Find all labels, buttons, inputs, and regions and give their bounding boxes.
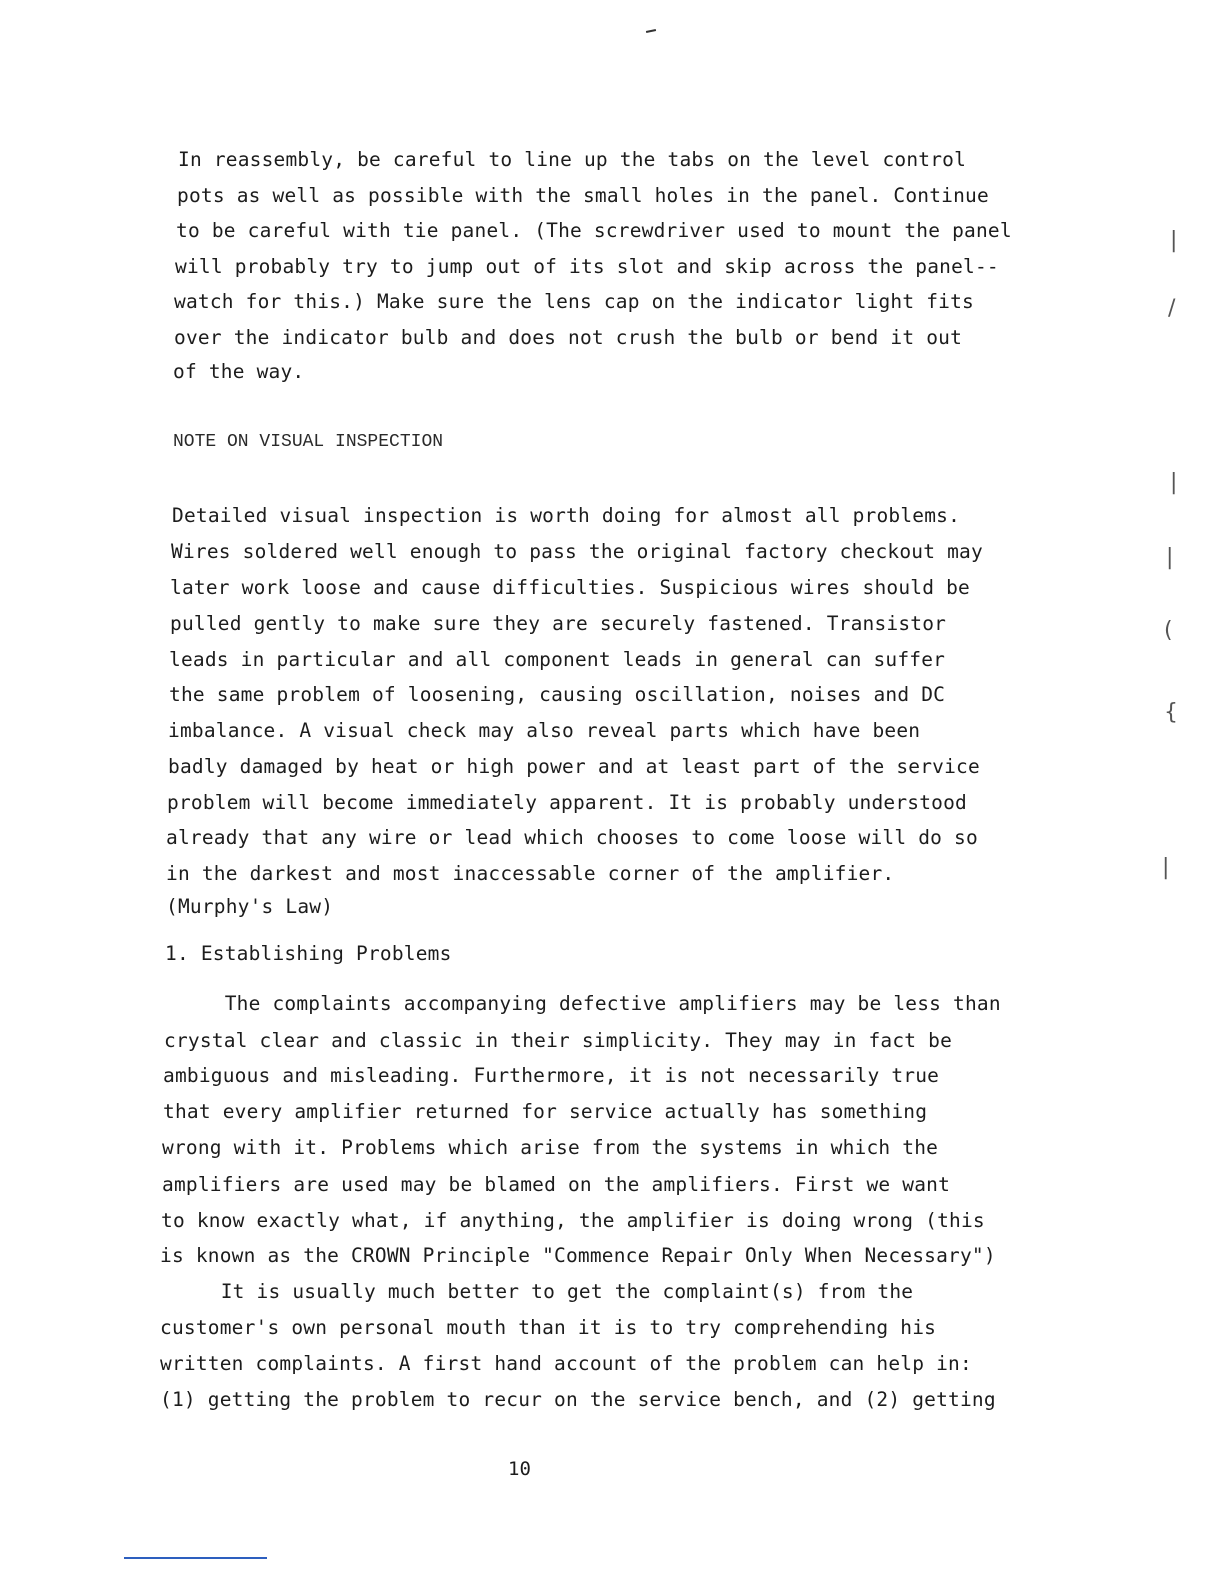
margin-mark: | <box>1170 470 1178 495</box>
complaints-line-4: that every amplifier returned for service actually has something <box>163 1100 928 1123</box>
reassembly-line-6: over the indicator bulb and does not crush the bulb or bend it out <box>174 326 963 349</box>
reassembly-line-1: In reassembly, be careful to line up the tabs on the level control <box>178 148 967 171</box>
reassembly-line-7: of the way. <box>173 360 305 383</box>
customer-line-1: It is usually much better to get the complaint(s) from the <box>161 1280 914 1303</box>
visual-line-1: Detailed visual inspection is worth doing for almost all problems. <box>172 504 961 527</box>
visual-line-10: already that any wire or lead which chooses to come loose will do so <box>166 826 978 849</box>
visual-line-9: problem will become immediately apparent. It is probably understood <box>167 791 967 814</box>
complaints-line-5: wrong with it. Problems which arise from the systems in which the <box>162 1136 939 1159</box>
visual-line-7: imbalance. A visual check may also reveal parts which have been <box>168 719 921 742</box>
margin-mark: { <box>1164 700 1178 725</box>
visual-line-11: in the darkest and most inaccessable corner of the amplifier. <box>166 862 895 885</box>
customer-line-3: written complaints. A first hand account of the problem can help in: <box>160 1352 972 1375</box>
customer-line-2: customer's own personal mouth than it is to try comprehending his <box>160 1316 937 1339</box>
margin-mark: | <box>1166 545 1174 570</box>
complaints-line-3: ambiguous and misleading. Furthermore, it is not necessarily true <box>163 1064 940 1087</box>
margin-scan-marks <box>1150 0 1190 1584</box>
margin-mark: / <box>1168 296 1176 321</box>
visual-inspection-heading: NOTE ON VISUAL INSPECTION <box>173 432 444 452</box>
visual-line-8: badly damaged by heat or high power and at least part of the service <box>168 755 980 778</box>
scan-mark <box>646 29 656 33</box>
customer-line-4: (1) getting the problem to recur on the service bench, and (2) getting <box>160 1388 996 1411</box>
visual-line-3: later work loose and cause difficulties. Suspicious wires should be <box>170 576 970 599</box>
section-heading: 1. Establishing Problems <box>165 942 452 965</box>
visual-line-6: the same problem of loosening, causing oscillation, noises and DC <box>169 683 946 706</box>
complaints-line-1: The complaints accompanying defective amplifiers may be less than <box>165 992 1001 1015</box>
complaints-line-6: amplifiers are used may be blamed on the amplifiers. First we want <box>162 1173 951 1196</box>
visual-line-5: leads in particular and all component leads in general can suffer <box>169 648 946 671</box>
reassembly-line-5: watch for this.) Make sure the lens cap on the indicator light fits <box>174 290 974 313</box>
complaints-line-7: to know exactly what, if anything, the amplifier is doing wrong (this <box>161 1209 985 1232</box>
margin-mark: | <box>1170 228 1178 253</box>
reassembly-line-3: to be careful with tie panel. (The screwdriver used to mount the panel <box>176 219 1012 242</box>
complaints-line-2: crystal clear and classic in their simplicity. They may in fact be <box>164 1029 953 1052</box>
reassembly-line-2: pots as well as possible with the small holes in the panel. Continue <box>177 184 989 207</box>
visual-line-12: (Murphy's Law) <box>166 895 334 918</box>
margin-mark: | <box>1162 855 1170 880</box>
visual-line-4: pulled gently to make sure they are securely fastened. Transistor <box>170 612 947 635</box>
reassembly-line-4: will probably try to jump out of its slot and skip across the panel-- <box>175 255 999 278</box>
page-number: 10 <box>508 1458 531 1480</box>
footer-rule <box>124 1557 267 1559</box>
visual-line-2: Wires soldered well enough to pass the original factory checkout may <box>171 540 983 563</box>
complaints-line-8: is known as the CROWN Principle "Commence Repair Only When Necessary") <box>160 1244 996 1267</box>
margin-mark: ( <box>1164 618 1173 643</box>
